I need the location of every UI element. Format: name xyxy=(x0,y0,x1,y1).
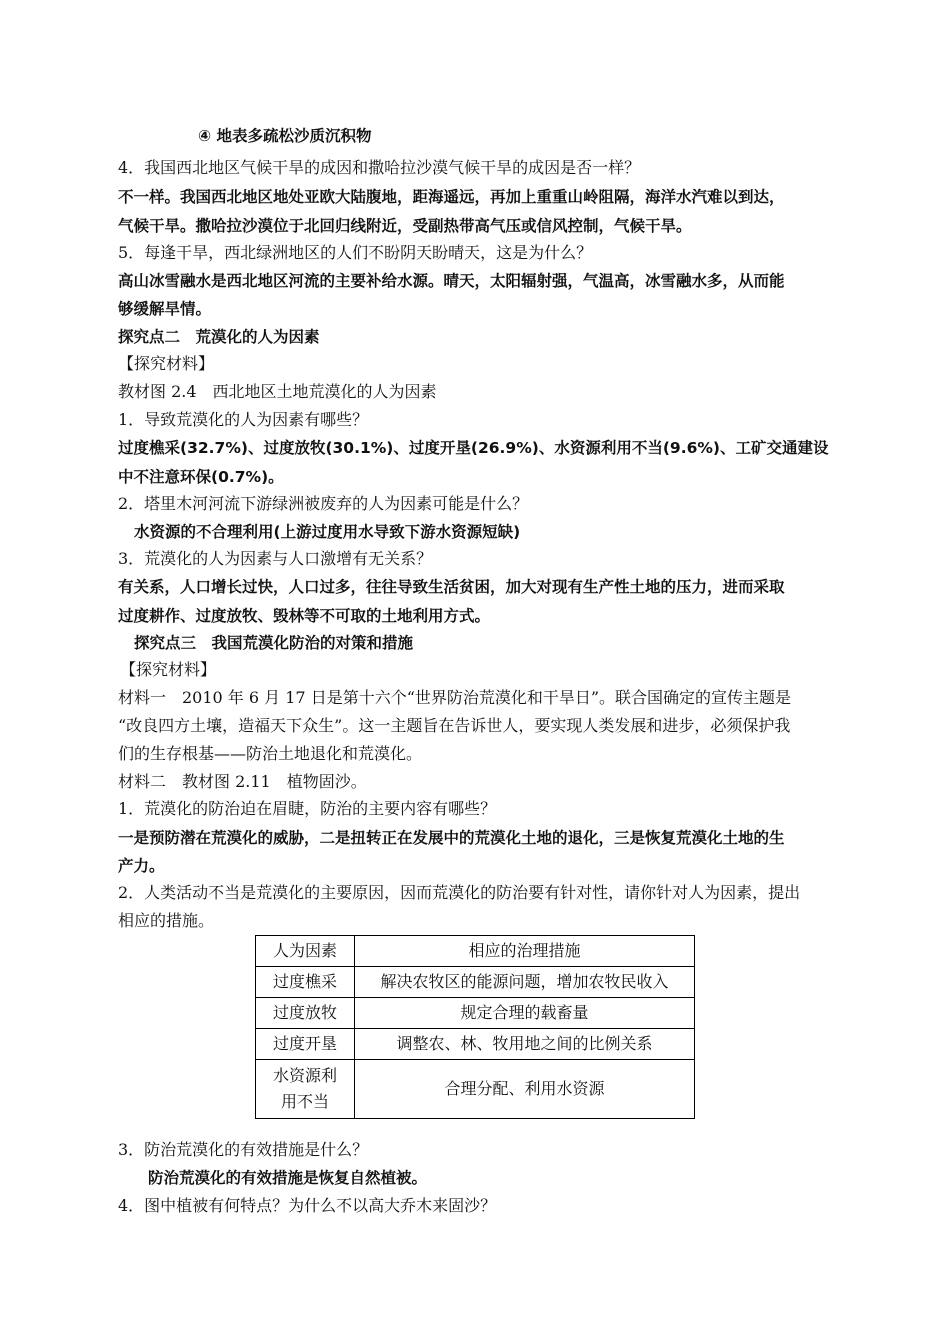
question-3-4: 4．图中植被有何特点？为什么不以高大乔木来固沙？ xyxy=(118,1196,497,1215)
answer-4-line1: 不一样。我国西北地区地处亚欧大陆腹地，距海遥远，再加上重重山岭阻隔，海洋水汽难以到达， xyxy=(118,188,785,206)
table-cell: 过度樵采 xyxy=(256,967,355,998)
table-row xyxy=(256,998,695,1029)
table-header-cell: 相应的治理措施 xyxy=(355,936,695,967)
table-header-cell: 人为因素 xyxy=(256,936,355,967)
material-1-line3: 们的生存根基——防治土地退化和荒漠化。 xyxy=(118,744,423,763)
answer-5-line2: 够缓解旱情。 xyxy=(118,300,212,318)
question-3-2-line2: 相应的措施。 xyxy=(118,911,215,930)
table-cell-line: 水资源利 xyxy=(272,1066,337,1085)
answer-2-3-line2: 过度耕作、过度放牧、毁林等不可取的土地利用方式。 xyxy=(118,607,491,625)
table-cell: 规定合理的载畜量 xyxy=(355,998,695,1029)
question-2-3: 3．荒漠化的人为因素与人口激增有无关系？ xyxy=(118,549,433,568)
table-header-row xyxy=(256,936,695,967)
answer-2-1-line2: 中不注意环保(0.7%)。 xyxy=(118,468,284,486)
answer-5-line1: 高山冰雪融水是西北地区河流的主要补给水源。晴天，太阳辐射强，气温高，冰雪融水多，从而能 xyxy=(118,272,785,290)
question-2-1: 1．导致荒漠化的人为因素有哪些？ xyxy=(118,410,369,429)
section-heading-2: 探究点二 荒漠化的人为因素 xyxy=(118,328,320,346)
table-cell: 解决农牧区的能源问题，增加农牧民收入 xyxy=(355,967,695,998)
question-3-3: 3．防治荒漠化的有效措施是什么？ xyxy=(118,1140,369,1159)
answer-3-3: 防治荒漠化的有效措施是恢复自然植被。 xyxy=(148,1169,428,1187)
section-heading-3: 探究点三 我国荒漠化防治的对策和措施 xyxy=(134,634,414,652)
material-2: 材料二 教材图 2.11 植物固沙。 xyxy=(118,772,367,791)
question-5: 5．每逢干旱，西北绿洲地区的人们不盼阴天盼晴天，这是为什么？ xyxy=(118,243,593,262)
question-3-2-line1: 2．人类活动不当是荒漠化的主要原因，因而荒漠化的防治要有针对性，请你针对人为因素，提出 xyxy=(118,883,801,902)
material-1-line2: “改良四方土壤，造福天下众生”。这一主题旨在告诉世人，要实现人类发展和进步，必须保护我 xyxy=(118,716,791,735)
question-2-2: 2．塔里木河河流下游绿洲被废弃的人为因素可能是什么？ xyxy=(118,494,529,513)
answer-3-1-line2: 产力。 xyxy=(118,857,165,875)
table-row xyxy=(256,1060,695,1119)
table-cell: 调整农、林、牧用地之间的比例关系 xyxy=(355,1029,695,1060)
material-1-line1: 材料一 2010 年 6 月 17 日是第十六个“世界防治荒漠化和干旱日”。联合国确定的宣传主题是 xyxy=(118,688,792,707)
answer-4-line2: 气候干旱。撒哈拉沙漠位于北回归线附近，受副热带高气压或信风控制，气候干旱。 xyxy=(118,217,692,235)
table-cell: 过度开垦 xyxy=(256,1029,355,1060)
textbook-figure-2-4: 教材图 2.4 西北地区土地荒漠化的人为因素 xyxy=(118,382,437,401)
answer-2-2: 水资源的不合理利用(上游过度用水导致下游水资源短缺) xyxy=(134,523,521,541)
table-cell-line: 用不当 xyxy=(280,1092,329,1111)
measures-table xyxy=(255,935,695,1119)
answer-3-1-line1: 一是预防潜在荒漠化的威胁，二是扭转正在发展中的荒漠化土地的退化，三是恢复荒漠化土地的生 xyxy=(118,829,785,847)
list-item-4-geology: ④ 地表多疏松沙质沉积物 xyxy=(198,127,372,145)
answer-2-1-line1: 过度樵采(32.7%)、过度放牧(30.1%)、过度开垦(26.9%)、水资源利用不当(9.6%)、工矿交通建设 xyxy=(118,439,829,457)
table-cell: 合理分配、利用水资源 xyxy=(355,1060,695,1119)
material-label-3: 【探究材料】 xyxy=(120,660,217,679)
question-4: 4．我国西北地区气候干旱的成因和撒哈拉沙漠气候干旱的成因是否一样？ xyxy=(118,158,641,177)
table-row xyxy=(256,1029,695,1060)
question-3-1: 1．荒漠化的防治迫在眉睫，防治的主要内容有哪些？ xyxy=(118,799,497,818)
table-cell: 过度放牧 xyxy=(256,998,355,1029)
material-label-2: 【探究材料】 xyxy=(118,354,215,373)
table-cell xyxy=(256,1060,355,1119)
answer-2-3-line1: 有关系，人口增长过快，人口过多，往往导致生活贫困，加大对现有生产性土地的压力，进而采取 xyxy=(118,578,785,596)
table-row xyxy=(256,967,695,998)
